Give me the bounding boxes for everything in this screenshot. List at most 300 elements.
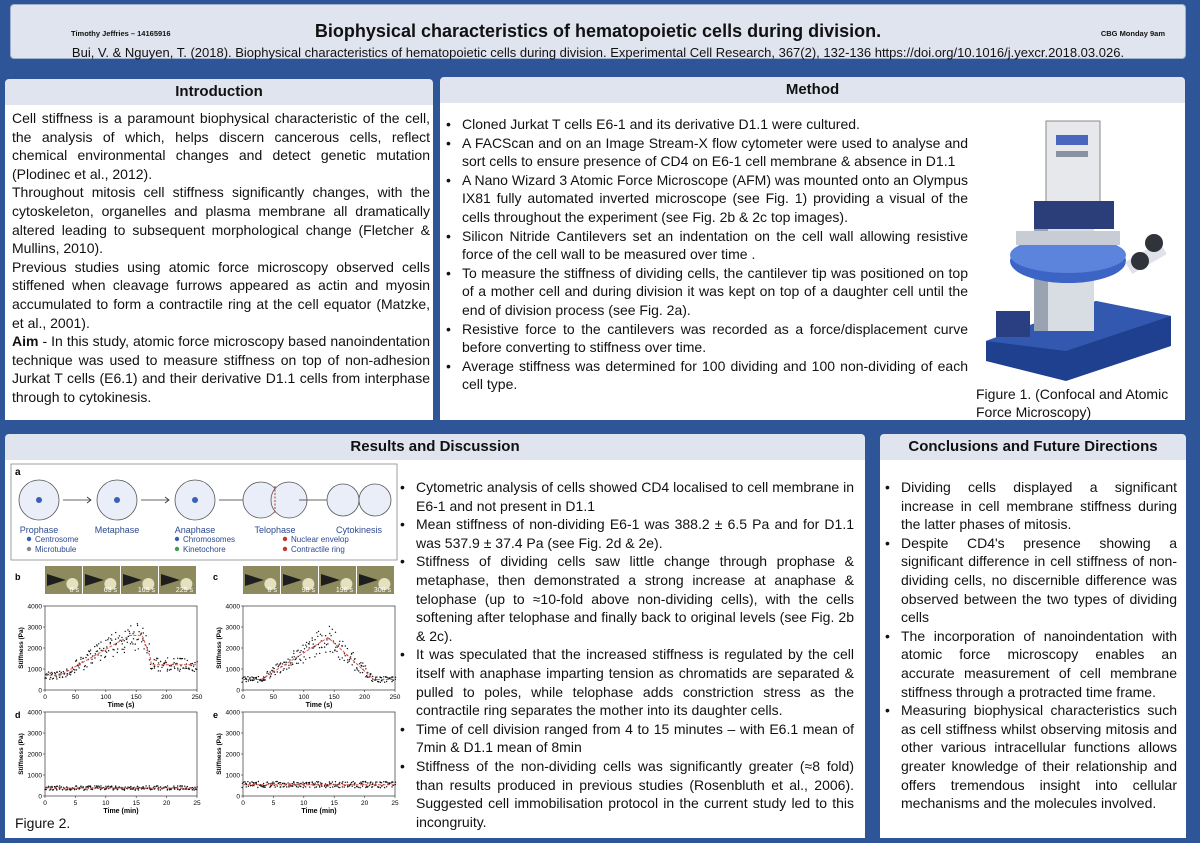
data-point <box>97 650 98 651</box>
data-point <box>101 650 102 651</box>
legend-marker <box>27 537 31 541</box>
data-point <box>318 781 319 782</box>
data-point <box>370 781 371 782</box>
data-point <box>389 782 390 783</box>
data-point <box>71 670 72 671</box>
data-point <box>375 782 376 783</box>
data-point <box>51 672 52 673</box>
data-point <box>125 631 126 632</box>
data-point <box>330 635 331 636</box>
data-point <box>263 676 264 677</box>
data-point <box>342 657 343 658</box>
frame-time: 225 s <box>175 587 193 594</box>
results-section <box>5 460 865 838</box>
data-point <box>173 785 174 786</box>
data-point <box>332 652 333 653</box>
data-point <box>53 789 54 790</box>
data-point <box>286 786 287 787</box>
data-point <box>99 648 100 649</box>
data-point <box>282 663 283 664</box>
data-point <box>287 658 288 659</box>
data-point <box>133 787 134 788</box>
data-point <box>251 781 252 782</box>
data-point <box>79 667 80 668</box>
data-point <box>113 788 114 789</box>
data-point <box>177 668 178 669</box>
figure-2b-label: b <box>15 572 21 582</box>
data-point <box>157 666 158 667</box>
data-point <box>280 671 281 672</box>
data-point <box>352 786 353 787</box>
data-point <box>326 639 327 640</box>
data-point <box>141 633 142 634</box>
data-point <box>387 677 388 678</box>
data-point <box>138 789 139 790</box>
data-point <box>130 789 131 790</box>
data-point <box>296 663 297 664</box>
data-point <box>316 781 317 782</box>
data-point <box>293 782 294 783</box>
data-point <box>160 670 161 671</box>
data-point <box>243 782 244 783</box>
data-point <box>321 635 322 636</box>
data-point <box>283 670 284 671</box>
data-point <box>332 629 333 630</box>
data-point <box>329 633 330 634</box>
data-point <box>255 678 256 679</box>
data-point <box>98 643 99 644</box>
data-point <box>125 786 126 787</box>
data-point <box>309 641 310 642</box>
data-point <box>386 782 387 783</box>
data-point <box>184 786 185 787</box>
figure-2b-chart <box>18 566 203 709</box>
data-point <box>167 785 168 786</box>
y-tick-label: 3000 <box>225 730 240 738</box>
data-point <box>329 783 330 784</box>
data-point <box>247 676 248 677</box>
data-point <box>383 781 384 782</box>
data-point <box>76 659 77 660</box>
data-point <box>282 783 283 784</box>
microscope-image <box>976 111 1176 383</box>
data-point <box>312 782 313 783</box>
data-point <box>309 657 310 658</box>
data-point <box>300 783 301 784</box>
mitosis-legend <box>27 535 350 554</box>
data-point <box>381 680 382 681</box>
data-point <box>363 666 364 667</box>
data-point <box>302 645 303 646</box>
method-item: • A Nano Wizard 3 Atomic Force Microscope (AFM) was mounted onto an Olympus IX81 fully automated inverted microscope (see Fig. 1) providing a visual of the cells throughout the experiment (see Fig. 2b & 2c top images). <box>444 171 968 227</box>
x-axis-label: Time (min) <box>301 808 337 815</box>
data-point <box>100 660 101 661</box>
data-point <box>110 643 111 644</box>
data-point <box>252 680 253 681</box>
y-tick-label: 3000 <box>27 624 42 632</box>
data-point <box>247 781 248 782</box>
data-point <box>66 668 67 669</box>
y-tick-label: 0 <box>236 687 240 695</box>
plot-area <box>45 606 197 690</box>
frame-time: 0 s <box>267 587 277 594</box>
data-point <box>342 781 343 782</box>
data-point <box>108 786 109 787</box>
data-point <box>157 658 158 659</box>
data-point <box>360 672 361 673</box>
data-point <box>354 787 355 788</box>
results-item: • Stiffness of dividing cells saw little change through prophase & metaphase, then demonstrated a strong increase at anaphase & telophase (up to ≈10-fold above non-dividing cells), with the cells softening after telophase and finally back to original levels (see Fig. 2b & 2c). <box>398 552 854 645</box>
data-point <box>100 785 101 786</box>
data-point <box>62 789 63 790</box>
data-point <box>155 660 156 661</box>
data-point <box>158 662 159 663</box>
data-point <box>91 659 92 660</box>
data-point <box>332 781 333 782</box>
x-tick-label: 50 <box>71 694 80 701</box>
data-point <box>90 789 91 790</box>
data-point <box>83 658 84 659</box>
data-point <box>48 671 49 672</box>
y-tick-label: 3000 <box>225 624 240 632</box>
data-point <box>264 785 265 786</box>
data-point <box>90 785 91 786</box>
data-point <box>326 644 327 645</box>
data-point <box>309 647 310 648</box>
data-point <box>372 681 373 682</box>
data-point <box>147 647 148 648</box>
data-point <box>316 632 317 633</box>
data-point <box>110 642 111 643</box>
x-tick-label: 20 <box>360 800 369 807</box>
data-point <box>267 671 268 672</box>
x-tick-label: 150 <box>328 694 340 701</box>
data-point <box>293 653 294 654</box>
data-point <box>184 668 185 669</box>
data-point <box>280 786 281 787</box>
data-point <box>335 781 336 782</box>
data-point <box>241 682 242 683</box>
chromosome-mark <box>114 497 120 503</box>
introduction-section <box>5 105 433 420</box>
data-point <box>305 659 306 660</box>
data-point <box>367 677 368 678</box>
data-point <box>129 633 130 634</box>
data-point <box>88 785 89 786</box>
data-point <box>90 662 91 663</box>
data-point <box>132 643 133 644</box>
data-point <box>286 669 287 670</box>
data-point <box>278 666 279 667</box>
data-point <box>252 785 253 786</box>
data-point <box>115 785 116 786</box>
data-point <box>183 788 184 789</box>
y-axis-label: Stiffness (Pa) <box>18 733 25 775</box>
method-item: • To measure the stiffness of dividing cells, the cantilever tip was positioned on top of a mother cell and during division it was kept on top of a daughter cell until the end of division process (see Fig. 2a). <box>444 264 968 320</box>
data-point <box>288 667 289 668</box>
data-point <box>138 648 139 649</box>
aim-label: Aim <box>12 333 39 350</box>
data-point <box>263 786 264 787</box>
data-point <box>344 786 345 787</box>
conclusions-heading: Conclusions and Future Directions <box>880 434 1186 460</box>
data-point <box>251 676 252 677</box>
x-axis-label: Time (s) <box>305 702 333 709</box>
y-tick-label: 3000 <box>27 730 42 738</box>
data-point <box>329 781 330 782</box>
data-point <box>59 785 60 786</box>
data-point <box>119 635 120 636</box>
data-point <box>246 786 247 787</box>
data-point <box>284 783 285 784</box>
data-point <box>395 677 396 678</box>
data-point <box>174 668 175 669</box>
data-point <box>299 652 300 653</box>
data-point <box>97 645 98 646</box>
data-point <box>395 784 396 785</box>
data-point <box>50 673 51 674</box>
data-point <box>196 669 197 670</box>
data-point <box>324 643 325 644</box>
data-point <box>97 788 98 789</box>
data-point <box>318 644 319 645</box>
data-point <box>366 675 367 676</box>
data-point <box>357 786 358 787</box>
data-point <box>154 786 155 787</box>
data-point <box>347 782 348 783</box>
data-point <box>65 789 66 790</box>
data-point <box>149 651 150 652</box>
data-point <box>321 783 322 784</box>
data-point <box>132 633 133 634</box>
data-point <box>59 788 60 789</box>
method-item: • Resistive force to the cantilevers was recorded as a force/displacement curve before converting to stiffness over time. <box>444 320 968 357</box>
data-point <box>277 663 278 664</box>
data-point <box>122 643 123 644</box>
data-point <box>270 671 271 672</box>
figure-1-caption: Figure 1. (Confocal and Atomic Force Microscopy) <box>976 386 1169 420</box>
data-point <box>351 782 352 783</box>
conclusion-item: • The incorporation of nanoindentation with atomic force microscopy enables an accurate measurement of cell membrane stiffness through a protracted time frame. <box>883 627 1177 701</box>
legend-label: Nuclear envelop <box>291 535 349 544</box>
data-point <box>338 787 339 788</box>
data-point <box>321 640 322 641</box>
data-point <box>242 783 243 784</box>
data-point <box>349 659 350 660</box>
data-point <box>61 786 62 787</box>
phase-label: Cytokinesis <box>335 525 383 535</box>
data-point <box>303 662 304 663</box>
data-point <box>46 673 47 674</box>
data-point <box>242 678 243 679</box>
method-heading: Method <box>440 77 1185 103</box>
data-point <box>143 648 144 649</box>
data-point <box>194 662 195 663</box>
data-point <box>196 789 197 790</box>
data-point <box>111 785 112 786</box>
legend-label: Kinetochore <box>183 545 226 554</box>
data-point <box>146 652 147 653</box>
data-point <box>78 665 79 666</box>
data-point <box>272 781 273 782</box>
data-point <box>306 782 307 783</box>
data-point <box>292 664 293 665</box>
data-point <box>386 677 387 678</box>
intro-paragraph-1: Cell stiffness is a paramount biophysical characteristic of the cell, the analysis of which, helps discern cancerous cells, reflect chemical environmental changes and detect genetic mutation (Plodinec et al., 2012). <box>12 110 430 182</box>
legend-label: Contractile ring <box>291 545 345 554</box>
data-point <box>49 679 50 680</box>
data-point <box>108 650 109 651</box>
y-tick-label: 4000 <box>27 603 42 611</box>
data-point <box>121 637 122 638</box>
data-point <box>131 641 132 642</box>
data-point <box>345 782 346 783</box>
frame-time: 0 s <box>69 587 79 594</box>
data-point <box>264 787 265 788</box>
data-point <box>106 652 107 653</box>
data-point <box>70 789 71 790</box>
data-point <box>365 676 366 677</box>
data-point <box>290 664 291 665</box>
data-point <box>105 640 106 641</box>
data-point <box>113 649 114 650</box>
phase-label: Telophase <box>254 525 296 535</box>
data-point <box>94 657 95 658</box>
data-point <box>283 786 284 787</box>
data-point <box>313 643 314 644</box>
figure-2d-chart <box>18 710 201 816</box>
data-point <box>160 661 161 662</box>
data-point <box>303 787 304 788</box>
data-point <box>384 787 385 788</box>
data-point <box>306 642 307 643</box>
data-point <box>359 663 360 664</box>
data-point <box>80 659 81 660</box>
x-tick-label: 10 <box>102 800 110 807</box>
data-point <box>65 676 66 677</box>
data-point <box>339 787 340 788</box>
data-point <box>277 781 278 782</box>
author-name: Timothy Jeffries – 14165916 <box>71 29 171 38</box>
data-point <box>86 666 87 667</box>
data-point <box>298 786 299 787</box>
data-point <box>278 783 279 784</box>
data-point <box>316 653 317 654</box>
data-point <box>249 782 250 783</box>
data-point <box>300 650 301 651</box>
data-point <box>312 640 313 641</box>
data-point <box>107 639 108 640</box>
conclusions-list <box>883 478 1177 813</box>
data-point <box>143 632 144 633</box>
data-point <box>330 651 331 652</box>
data-point <box>314 783 315 784</box>
data-point <box>177 669 178 670</box>
data-point <box>80 657 81 658</box>
data-point <box>357 669 358 670</box>
data-point <box>273 783 274 784</box>
data-point <box>345 645 346 646</box>
method-item: • Cloned Jurkat T cells E6-1 and its derivative D1.1 were cultured. <box>444 115 968 134</box>
plot-area <box>45 712 197 796</box>
x-tick-label: 200 <box>359 694 371 701</box>
data-point <box>175 663 176 664</box>
figure-2-caption: Figure 2. <box>15 815 71 831</box>
data-point <box>70 674 71 675</box>
data-point <box>158 789 159 790</box>
data-point <box>267 781 268 782</box>
y-tick-label: 0 <box>236 793 240 801</box>
method-list <box>444 115 968 394</box>
y-tick-label: 2000 <box>27 645 42 653</box>
data-point <box>352 664 353 665</box>
data-point <box>287 782 288 783</box>
data-point <box>381 677 382 678</box>
data-point <box>130 786 131 787</box>
data-point <box>74 672 75 673</box>
x-tick-label: 5 <box>271 800 276 807</box>
x-tick-label: 100 <box>298 694 310 701</box>
aim-text: - In this study, atomic force microscopy based nanoindentation technique was used to measure stiffness on top of non-adhesion Jurkat T cells (E6.1) and their derivative D1.1 cells from interphase through to cytokinesis. <box>12 333 430 405</box>
data-point <box>96 651 97 652</box>
data-point <box>192 789 193 790</box>
data-point <box>243 677 244 678</box>
data-point <box>138 631 139 632</box>
data-point <box>316 786 317 787</box>
data-point <box>129 631 130 632</box>
data-point <box>319 786 320 787</box>
data-point <box>57 671 58 672</box>
data-point <box>142 628 143 629</box>
data-point <box>348 785 349 786</box>
conclusion-item: • Despite CD4's presence showing a significant difference in cell stiffness of non-dividing cells, no discernible difference was observed between the two types of dividing cells <box>883 534 1177 627</box>
data-point <box>166 662 167 663</box>
data-point <box>154 667 155 668</box>
data-point <box>295 784 296 785</box>
y-tick-label: 2000 <box>27 751 42 759</box>
method-item: • Silicon Nitride Cantilevers set an indentation on the cell wall allowing resistive force of the cell wall to be measured over time . <box>444 227 968 264</box>
data-point <box>176 663 177 664</box>
data-point <box>124 652 125 653</box>
data-point <box>86 789 87 790</box>
data-point <box>333 640 334 641</box>
intro-paragraph-2: Throughout mitosis cell stiffness significantly changes, with the cytoskeleton, organelles and plasma membrane all dramatically altered leading to subsequent morphological change (Fletcher & Mullins, 2010). <box>12 184 430 257</box>
data-point <box>74 669 75 670</box>
y-axis-label: Stiffness (Pa) <box>216 627 223 669</box>
data-point <box>167 669 168 670</box>
data-point <box>334 650 335 651</box>
data-point <box>174 789 175 790</box>
data-point <box>167 789 168 790</box>
x-tick-label: 10 <box>300 800 308 807</box>
data-point <box>95 653 96 654</box>
data-point <box>314 787 315 788</box>
results-item: • Mean stiffness of non-dividing E6-1 was 388.2 ± 6.5 Pa and for D1.1 was 537.9 ± 37.4 Pa (see Fig. 2d & 2e). <box>398 515 854 552</box>
data-point <box>359 783 360 784</box>
data-point <box>117 648 118 649</box>
figure-2c-chart <box>216 566 401 709</box>
data-point <box>244 781 245 782</box>
method-section <box>440 103 1185 420</box>
data-point <box>133 638 134 639</box>
data-point <box>320 782 321 783</box>
data-point <box>152 668 153 669</box>
data-point <box>348 661 349 662</box>
data-point <box>143 786 144 787</box>
legend-marker <box>283 547 287 551</box>
results-item: • Stiffness of the non-dividing cells was significantly greater (≈8 fold) than results produced in previous studies (Rosenbluth et al., 2006). Suggested cell immobilisation protocol in the current study led to this incongruity. <box>398 757 854 831</box>
data-point <box>362 672 363 673</box>
